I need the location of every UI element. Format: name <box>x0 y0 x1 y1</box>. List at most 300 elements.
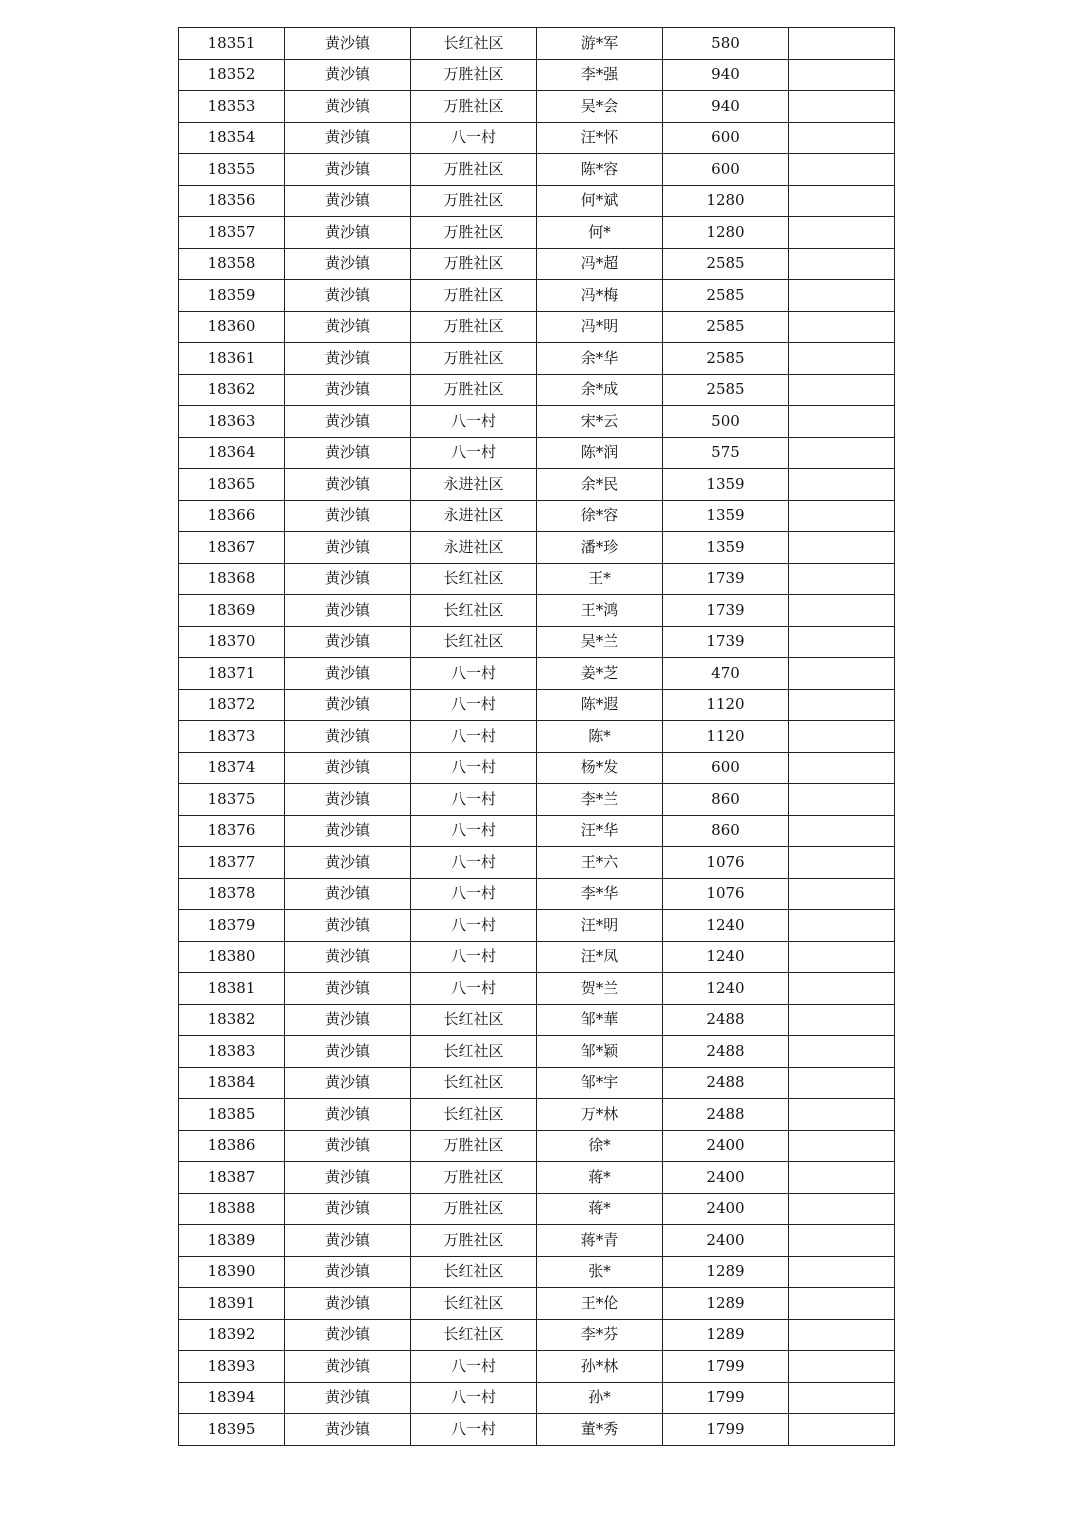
cell-name: 王* <box>537 563 663 595</box>
cell-remark <box>789 847 895 879</box>
cell-remark <box>789 217 895 249</box>
cell-id: 18379 <box>179 910 285 942</box>
cell-town: 黄沙镇 <box>285 1130 411 1162</box>
table-row <box>179 721 895 753</box>
cell-community: 长红社区 <box>411 1036 537 1068</box>
cell-id: 18394 <box>179 1382 285 1414</box>
cell-community: 八一村 <box>411 721 537 753</box>
cell-remark <box>789 59 895 91</box>
cell-town: 黄沙镇 <box>285 122 411 154</box>
cell-remark <box>789 406 895 438</box>
cell-community: 八一村 <box>411 815 537 847</box>
cell-community: 八一村 <box>411 910 537 942</box>
cell-amount: 1739 <box>663 563 789 595</box>
cell-amount: 1240 <box>663 941 789 973</box>
cell-name: 徐*容 <box>537 500 663 532</box>
cell-remark <box>789 1067 895 1099</box>
cell-community: 万胜社区 <box>411 1193 537 1225</box>
cell-remark <box>789 626 895 658</box>
cell-id: 18366 <box>179 500 285 532</box>
cell-town: 黄沙镇 <box>285 1351 411 1383</box>
cell-remark <box>789 1256 895 1288</box>
cell-community: 长红社区 <box>411 1099 537 1131</box>
cell-remark <box>789 500 895 532</box>
cell-name: 贺*兰 <box>537 973 663 1005</box>
cell-amount: 1240 <box>663 973 789 1005</box>
cell-id: 18368 <box>179 563 285 595</box>
cell-name: 何*斌 <box>537 185 663 217</box>
cell-name: 张* <box>537 1256 663 1288</box>
cell-town: 黄沙镇 <box>285 752 411 784</box>
cell-id: 18383 <box>179 1036 285 1068</box>
table-row <box>179 847 895 879</box>
table-row <box>179 122 895 154</box>
cell-name: 李*兰 <box>537 784 663 816</box>
cell-id: 18372 <box>179 689 285 721</box>
cell-remark <box>789 689 895 721</box>
cell-community: 长红社区 <box>411 1004 537 1036</box>
cell-id: 18393 <box>179 1351 285 1383</box>
cell-town: 黄沙镇 <box>285 154 411 186</box>
cell-amount: 2488 <box>663 1067 789 1099</box>
table-row <box>179 1319 895 1351</box>
cell-amount: 1799 <box>663 1414 789 1446</box>
cell-town: 黄沙镇 <box>285 343 411 375</box>
cell-name: 李*强 <box>537 59 663 91</box>
table-row <box>179 28 895 60</box>
cell-id: 18373 <box>179 721 285 753</box>
cell-id: 18357 <box>179 217 285 249</box>
cell-id: 18364 <box>179 437 285 469</box>
cell-id: 18355 <box>179 154 285 186</box>
cell-amount: 2400 <box>663 1162 789 1194</box>
cell-community: 八一村 <box>411 122 537 154</box>
cell-community: 万胜社区 <box>411 280 537 312</box>
cell-community: 万胜社区 <box>411 154 537 186</box>
table-row <box>179 626 895 658</box>
cell-town: 黄沙镇 <box>285 532 411 564</box>
cell-community: 八一村 <box>411 878 537 910</box>
cell-remark <box>789 815 895 847</box>
cell-town: 黄沙镇 <box>285 815 411 847</box>
table-row <box>179 941 895 973</box>
cell-town: 黄沙镇 <box>285 1162 411 1194</box>
cell-town: 黄沙镇 <box>285 1382 411 1414</box>
cell-town: 黄沙镇 <box>285 28 411 60</box>
cell-name: 何* <box>537 217 663 249</box>
cell-town: 黄沙镇 <box>285 469 411 501</box>
cell-amount: 860 <box>663 815 789 847</box>
table-row <box>179 1004 895 1036</box>
cell-amount: 600 <box>663 122 789 154</box>
cell-town: 黄沙镇 <box>285 941 411 973</box>
cell-amount: 1289 <box>663 1256 789 1288</box>
data-table <box>178 27 895 1446</box>
cell-town: 黄沙镇 <box>285 847 411 879</box>
cell-community: 八一村 <box>411 689 537 721</box>
cell-town: 黄沙镇 <box>285 973 411 1005</box>
cell-remark <box>789 910 895 942</box>
table-row <box>179 752 895 784</box>
cell-remark <box>789 1099 895 1131</box>
cell-name: 余*成 <box>537 374 663 406</box>
cell-amount: 1359 <box>663 532 789 564</box>
cell-remark <box>789 595 895 627</box>
cell-amount: 2400 <box>663 1193 789 1225</box>
cell-amount: 2488 <box>663 1004 789 1036</box>
cell-remark <box>789 1162 895 1194</box>
cell-town: 黄沙镇 <box>285 1288 411 1320</box>
cell-community: 长红社区 <box>411 28 537 60</box>
cell-town: 黄沙镇 <box>285 185 411 217</box>
cell-id: 18365 <box>179 469 285 501</box>
cell-amount: 1120 <box>663 721 789 753</box>
cell-community: 八一村 <box>411 847 537 879</box>
table-row <box>179 1256 895 1288</box>
cell-id: 18353 <box>179 91 285 123</box>
cell-community: 长红社区 <box>411 1256 537 1288</box>
cell-remark <box>789 1193 895 1225</box>
cell-id: 18371 <box>179 658 285 690</box>
cell-community: 永进社区 <box>411 532 537 564</box>
cell-town: 黄沙镇 <box>285 878 411 910</box>
cell-amount: 2488 <box>663 1036 789 1068</box>
cell-id: 18369 <box>179 595 285 627</box>
cell-name: 汪*怀 <box>537 122 663 154</box>
cell-remark <box>789 248 895 280</box>
cell-remark <box>789 185 895 217</box>
cell-community: 万胜社区 <box>411 1162 537 1194</box>
cell-id: 18370 <box>179 626 285 658</box>
cell-remark <box>789 658 895 690</box>
cell-community: 八一村 <box>411 1414 537 1446</box>
cell-remark <box>789 1225 895 1257</box>
table-row <box>179 343 895 375</box>
cell-community: 万胜社区 <box>411 248 537 280</box>
table-row <box>179 248 895 280</box>
cell-town: 黄沙镇 <box>285 374 411 406</box>
cell-id: 18395 <box>179 1414 285 1446</box>
table-row <box>179 563 895 595</box>
cell-name: 潘*珍 <box>537 532 663 564</box>
cell-amount: 1799 <box>663 1382 789 1414</box>
cell-town: 黄沙镇 <box>285 59 411 91</box>
cell-community: 长红社区 <box>411 563 537 595</box>
cell-name: 姜*芝 <box>537 658 663 690</box>
cell-community: 八一村 <box>411 973 537 1005</box>
cell-id: 18360 <box>179 311 285 343</box>
cell-community: 万胜社区 <box>411 311 537 343</box>
cell-name: 王*六 <box>537 847 663 879</box>
cell-name: 宋*云 <box>537 406 663 438</box>
cell-amount: 2585 <box>663 343 789 375</box>
cell-amount: 1359 <box>663 469 789 501</box>
cell-town: 黄沙镇 <box>285 1414 411 1446</box>
table-row <box>179 1351 895 1383</box>
cell-remark <box>789 784 895 816</box>
cell-remark <box>789 878 895 910</box>
cell-remark <box>789 1382 895 1414</box>
cell-community: 八一村 <box>411 406 537 438</box>
table-row <box>179 973 895 1005</box>
cell-community: 八一村 <box>411 784 537 816</box>
cell-community: 万胜社区 <box>411 185 537 217</box>
cell-amount: 470 <box>663 658 789 690</box>
cell-id: 18380 <box>179 941 285 973</box>
cell-amount: 1799 <box>663 1351 789 1383</box>
cell-remark <box>789 941 895 973</box>
cell-community: 万胜社区 <box>411 91 537 123</box>
cell-amount: 1289 <box>663 1288 789 1320</box>
table-row <box>179 374 895 406</box>
cell-town: 黄沙镇 <box>285 1004 411 1036</box>
cell-amount: 1280 <box>663 217 789 249</box>
cell-amount: 2400 <box>663 1130 789 1162</box>
cell-name: 余*华 <box>537 343 663 375</box>
cell-community: 长红社区 <box>411 1288 537 1320</box>
cell-id: 18382 <box>179 1004 285 1036</box>
cell-remark <box>789 343 895 375</box>
cell-id: 18391 <box>179 1288 285 1320</box>
cell-town: 黄沙镇 <box>285 437 411 469</box>
cell-name: 董*秀 <box>537 1414 663 1446</box>
cell-town: 黄沙镇 <box>285 784 411 816</box>
table-row <box>179 1193 895 1225</box>
table-row <box>179 1036 895 1068</box>
cell-amount: 1739 <box>663 626 789 658</box>
cell-remark <box>789 374 895 406</box>
table-row <box>179 1162 895 1194</box>
cell-town: 黄沙镇 <box>285 500 411 532</box>
cell-community: 八一村 <box>411 437 537 469</box>
cell-remark <box>789 563 895 595</box>
cell-id: 18358 <box>179 248 285 280</box>
cell-community: 八一村 <box>411 1382 537 1414</box>
table-row <box>179 595 895 627</box>
table-row <box>179 406 895 438</box>
cell-name: 冯*明 <box>537 311 663 343</box>
cell-amount: 500 <box>663 406 789 438</box>
cell-town: 黄沙镇 <box>285 1067 411 1099</box>
cell-id: 18362 <box>179 374 285 406</box>
cell-remark <box>789 280 895 312</box>
table-row <box>179 469 895 501</box>
cell-amount: 2488 <box>663 1099 789 1131</box>
table-row <box>179 217 895 249</box>
table-row <box>179 689 895 721</box>
cell-amount: 1280 <box>663 185 789 217</box>
cell-id: 18363 <box>179 406 285 438</box>
cell-amount: 1739 <box>663 595 789 627</box>
cell-amount: 575 <box>663 437 789 469</box>
cell-amount: 2585 <box>663 311 789 343</box>
cell-amount: 1289 <box>663 1319 789 1351</box>
cell-community: 万胜社区 <box>411 1225 537 1257</box>
cell-town: 黄沙镇 <box>285 311 411 343</box>
cell-amount: 1076 <box>663 847 789 879</box>
cell-remark <box>789 28 895 60</box>
cell-town: 黄沙镇 <box>285 626 411 658</box>
cell-amount: 580 <box>663 28 789 60</box>
cell-amount: 600 <box>663 154 789 186</box>
cell-name: 徐* <box>537 1130 663 1162</box>
cell-community: 万胜社区 <box>411 343 537 375</box>
cell-name: 陈*遐 <box>537 689 663 721</box>
cell-id: 18374 <box>179 752 285 784</box>
cell-id: 18376 <box>179 815 285 847</box>
cell-remark <box>789 1414 895 1446</box>
cell-remark <box>789 1319 895 1351</box>
table-body <box>179 28 895 1446</box>
cell-remark <box>789 122 895 154</box>
cell-amount: 2585 <box>663 374 789 406</box>
cell-name: 万*林 <box>537 1099 663 1131</box>
cell-community: 长红社区 <box>411 595 537 627</box>
cell-id: 18354 <box>179 122 285 154</box>
cell-remark <box>789 1004 895 1036</box>
cell-amount: 1240 <box>663 910 789 942</box>
cell-town: 黄沙镇 <box>285 910 411 942</box>
cell-name: 陈* <box>537 721 663 753</box>
cell-amount: 940 <box>663 59 789 91</box>
cell-amount: 1076 <box>663 878 789 910</box>
cell-name: 吴*会 <box>537 91 663 123</box>
cell-community: 万胜社区 <box>411 59 537 91</box>
table-row <box>179 280 895 312</box>
cell-name: 孙*林 <box>537 1351 663 1383</box>
cell-name: 杨*发 <box>537 752 663 784</box>
cell-id: 18375 <box>179 784 285 816</box>
cell-id: 18386 <box>179 1130 285 1162</box>
cell-amount: 2400 <box>663 1225 789 1257</box>
cell-name: 陈*容 <box>537 154 663 186</box>
cell-name: 邹*宇 <box>537 1067 663 1099</box>
cell-remark <box>789 154 895 186</box>
cell-name: 李*芬 <box>537 1319 663 1351</box>
cell-name: 孙* <box>537 1382 663 1414</box>
table-row <box>179 59 895 91</box>
cell-remark <box>789 973 895 1005</box>
cell-amount: 1359 <box>663 500 789 532</box>
cell-remark <box>789 469 895 501</box>
cell-community: 万胜社区 <box>411 1130 537 1162</box>
cell-town: 黄沙镇 <box>285 1225 411 1257</box>
cell-town: 黄沙镇 <box>285 1319 411 1351</box>
table-row <box>179 1414 895 1446</box>
cell-remark <box>789 1351 895 1383</box>
cell-id: 18359 <box>179 280 285 312</box>
cell-name: 蒋* <box>537 1162 663 1194</box>
cell-name: 李*华 <box>537 878 663 910</box>
table-row <box>179 784 895 816</box>
table-row <box>179 1067 895 1099</box>
cell-id: 18361 <box>179 343 285 375</box>
cell-town: 黄沙镇 <box>285 721 411 753</box>
cell-community: 长红社区 <box>411 1067 537 1099</box>
table-row <box>179 311 895 343</box>
table-row <box>179 185 895 217</box>
cell-town: 黄沙镇 <box>285 217 411 249</box>
cell-amount: 600 <box>663 752 789 784</box>
cell-id: 18392 <box>179 1319 285 1351</box>
cell-name: 汪*华 <box>537 815 663 847</box>
table-row <box>179 878 895 910</box>
cell-remark <box>789 532 895 564</box>
table-row <box>179 815 895 847</box>
cell-id: 18377 <box>179 847 285 879</box>
cell-id: 18352 <box>179 59 285 91</box>
cell-id: 18378 <box>179 878 285 910</box>
cell-remark <box>789 1036 895 1068</box>
cell-remark <box>789 311 895 343</box>
cell-amount: 2585 <box>663 280 789 312</box>
cell-name: 冯*超 <box>537 248 663 280</box>
cell-remark <box>789 1130 895 1162</box>
cell-name: 汪*明 <box>537 910 663 942</box>
cell-id: 18356 <box>179 185 285 217</box>
cell-town: 黄沙镇 <box>285 595 411 627</box>
cell-id: 18390 <box>179 1256 285 1288</box>
cell-remark <box>789 437 895 469</box>
cell-community: 长红社区 <box>411 1319 537 1351</box>
table-row <box>179 910 895 942</box>
cell-town: 黄沙镇 <box>285 280 411 312</box>
cell-amount: 860 <box>663 784 789 816</box>
table-row <box>179 1288 895 1320</box>
cell-id: 18385 <box>179 1099 285 1131</box>
table-row <box>179 154 895 186</box>
cell-community: 长红社区 <box>411 626 537 658</box>
cell-community: 永进社区 <box>411 469 537 501</box>
table-row <box>179 532 895 564</box>
cell-town: 黄沙镇 <box>285 1036 411 1068</box>
cell-community: 八一村 <box>411 1351 537 1383</box>
cell-community: 万胜社区 <box>411 217 537 249</box>
table-row <box>179 437 895 469</box>
table-row <box>179 500 895 532</box>
cell-name: 邹*颖 <box>537 1036 663 1068</box>
cell-name: 游*军 <box>537 28 663 60</box>
table-row <box>179 91 895 123</box>
cell-community: 八一村 <box>411 941 537 973</box>
table-row <box>179 1225 895 1257</box>
cell-town: 黄沙镇 <box>285 1193 411 1225</box>
table-row <box>179 1382 895 1414</box>
cell-town: 黄沙镇 <box>285 689 411 721</box>
cell-remark <box>789 721 895 753</box>
cell-name: 吴*兰 <box>537 626 663 658</box>
cell-name: 汪*凤 <box>537 941 663 973</box>
cell-name: 王*伦 <box>537 1288 663 1320</box>
cell-amount: 940 <box>663 91 789 123</box>
cell-amount: 1120 <box>663 689 789 721</box>
cell-name: 蒋*青 <box>537 1225 663 1257</box>
cell-town: 黄沙镇 <box>285 658 411 690</box>
cell-id: 18389 <box>179 1225 285 1257</box>
cell-remark <box>789 752 895 784</box>
table-row <box>179 1130 895 1162</box>
cell-community: 万胜社区 <box>411 374 537 406</box>
cell-community: 八一村 <box>411 752 537 784</box>
cell-community: 八一村 <box>411 658 537 690</box>
cell-name: 冯*梅 <box>537 280 663 312</box>
table-row <box>179 658 895 690</box>
cell-id: 18388 <box>179 1193 285 1225</box>
cell-id: 18381 <box>179 973 285 1005</box>
cell-town: 黄沙镇 <box>285 1099 411 1131</box>
cell-name: 陈*润 <box>537 437 663 469</box>
cell-name: 王*鸿 <box>537 595 663 627</box>
